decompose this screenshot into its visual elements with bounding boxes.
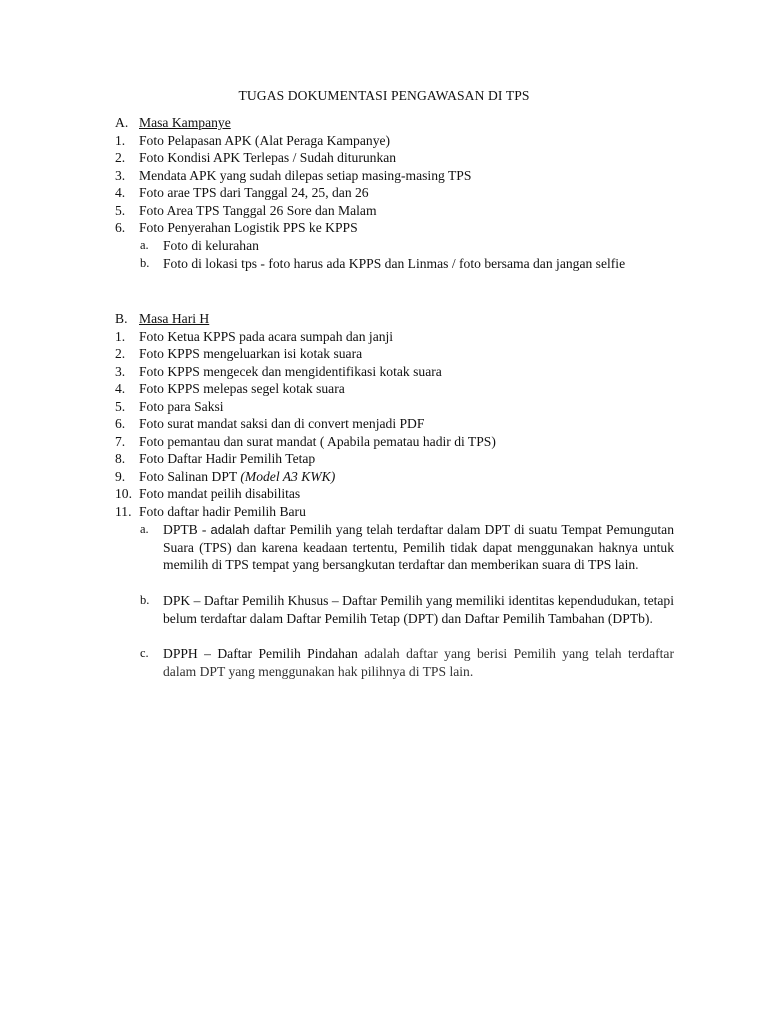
- item-text: Foto mandat peilih disabilitas: [139, 486, 301, 501]
- item-number: 9.: [115, 468, 126, 484]
- section-title: Masa Hari H: [139, 311, 210, 326]
- item-text: Foto Area TPS Tanggal 26 Sore dan Malam: [139, 202, 377, 218]
- item-number: 2.: [115, 150, 126, 165]
- item-number: 4.: [115, 381, 126, 396]
- item-text: Foto Kondisi APK Terlepas / Sudah diturunkan: [139, 150, 397, 165]
- definition-dpph: [163, 645, 674, 680]
- definition-body: adalah daftar yang berisi Pemilih yang telah terdaftar dalam DPT yang menggunakan hak pilihnya di TPS lain: [163, 646, 674, 679]
- sub-item-text: Foto di kelurahan: [163, 238, 259, 253]
- definition-dptb: [163, 521, 674, 574]
- document-title: TUGAS DOKUMENTASI PENGAWASAN DI TPS: [238, 88, 530, 103]
- item-number: 7.: [115, 433, 126, 449]
- item-text: Foto Daftar Hadir Pemilih Tetap: [139, 451, 316, 466]
- definition-end: .: [469, 663, 474, 679]
- item-number: 8.: [115, 451, 126, 466]
- item-text: [139, 468, 335, 486]
- section-title: Masa Kampanye: [139, 115, 231, 130]
- item-text: Foto daftar hadir Pemilih Baru: [139, 503, 306, 519]
- definition-letter: c.: [140, 646, 149, 660]
- item-number: 1.: [115, 328, 126, 344]
- item-number: 6.: [115, 416, 126, 431]
- item-number: 5.: [115, 398, 126, 414]
- item-text-main: Foto Salinan DPT: [139, 468, 237, 484]
- item-text: Foto surat mandat saksi dan di convert menjadi PDF: [139, 416, 425, 431]
- definition-end: .: [649, 610, 653, 626]
- definition-term: DPPH – Daftar Pemilih Pindahan: [163, 646, 365, 661]
- item-text: Foto Pelapasan APK (Alat Peraga Kampanye): [139, 132, 391, 148]
- definition-term: DPTB -: [163, 522, 211, 537]
- item-number: 3.: [115, 363, 126, 379]
- item-text: Foto KPPS melepas segel kotak suara: [139, 381, 345, 396]
- definition-term-sans: adalah: [210, 522, 250, 537]
- item-number: 6.: [115, 220, 126, 235]
- item-number: 11.: [115, 503, 132, 519]
- definition-letter: a.: [140, 522, 149, 536]
- sub-item-letter: a.: [140, 238, 149, 252]
- item-number: 5.: [115, 202, 126, 218]
- sub-item-letter: b.: [140, 256, 150, 270]
- item-text: Foto KPPS mengeluarkan isi kotak suara: [139, 346, 363, 361]
- item-text: Foto pemantau dan surat mandat ( Apabila pematau hadir di TPS): [139, 433, 496, 449]
- item-text: Foto Ketua KPPS pada acara sumpah dan janji: [139, 328, 394, 344]
- item-number: 4.: [115, 185, 126, 200]
- sub-item-text: Foto di lokasi tps - foto harus ada KPPS dan Linmas / foto bersama dan jangan selfie: [163, 256, 626, 271]
- item-text: Foto arae TPS dari Tanggal 24, 25, dan 26: [139, 185, 369, 200]
- item-number: 2.: [115, 346, 126, 361]
- item-text: Foto para Saksi: [139, 398, 224, 414]
- definition-dpk: [163, 592, 674, 627]
- item-number: 1.: [115, 132, 126, 148]
- item-text-italic: (Model A3 KWK): [240, 468, 336, 484]
- definition-body: daftar Pemilih yang telah terdaftar dalam DPT di suatu Tempat Pemungutan Suara (TPS) dan karena keadaan tertentu, Pemilih tidak dapat menggunakan haknya untuk memilih di TPS tempat yang bersangkutan terdaftar dan memberikan suara di TPS lain: [163, 522, 674, 572]
- definition-letter: b.: [140, 593, 150, 607]
- section-letter: A.: [115, 115, 129, 130]
- definition-end: .: [635, 557, 639, 572]
- section-letter: B.: [115, 311, 128, 326]
- item-number: 3.: [115, 167, 126, 183]
- item-number: 10.: [115, 486, 132, 501]
- definition-term: DPK – Daftar Pemilih Khusus – Daftar Pemilih yang memiliki identitas kependudukan, tetapi belum terdaftar dalam Daftar Pemilih Tetap (DPT) dan Daftar Pemilih Tambahan (DPTb): [163, 593, 674, 626]
- item-text: Foto Penyerahan Logistik PPS ke KPPS: [139, 220, 358, 235]
- item-text: Foto KPPS mengecek dan mengidentifikasi kotak suara: [139, 363, 442, 379]
- item-text: Mendata APK yang sudah dilepas setiap masing-masing TPS: [139, 167, 472, 183]
